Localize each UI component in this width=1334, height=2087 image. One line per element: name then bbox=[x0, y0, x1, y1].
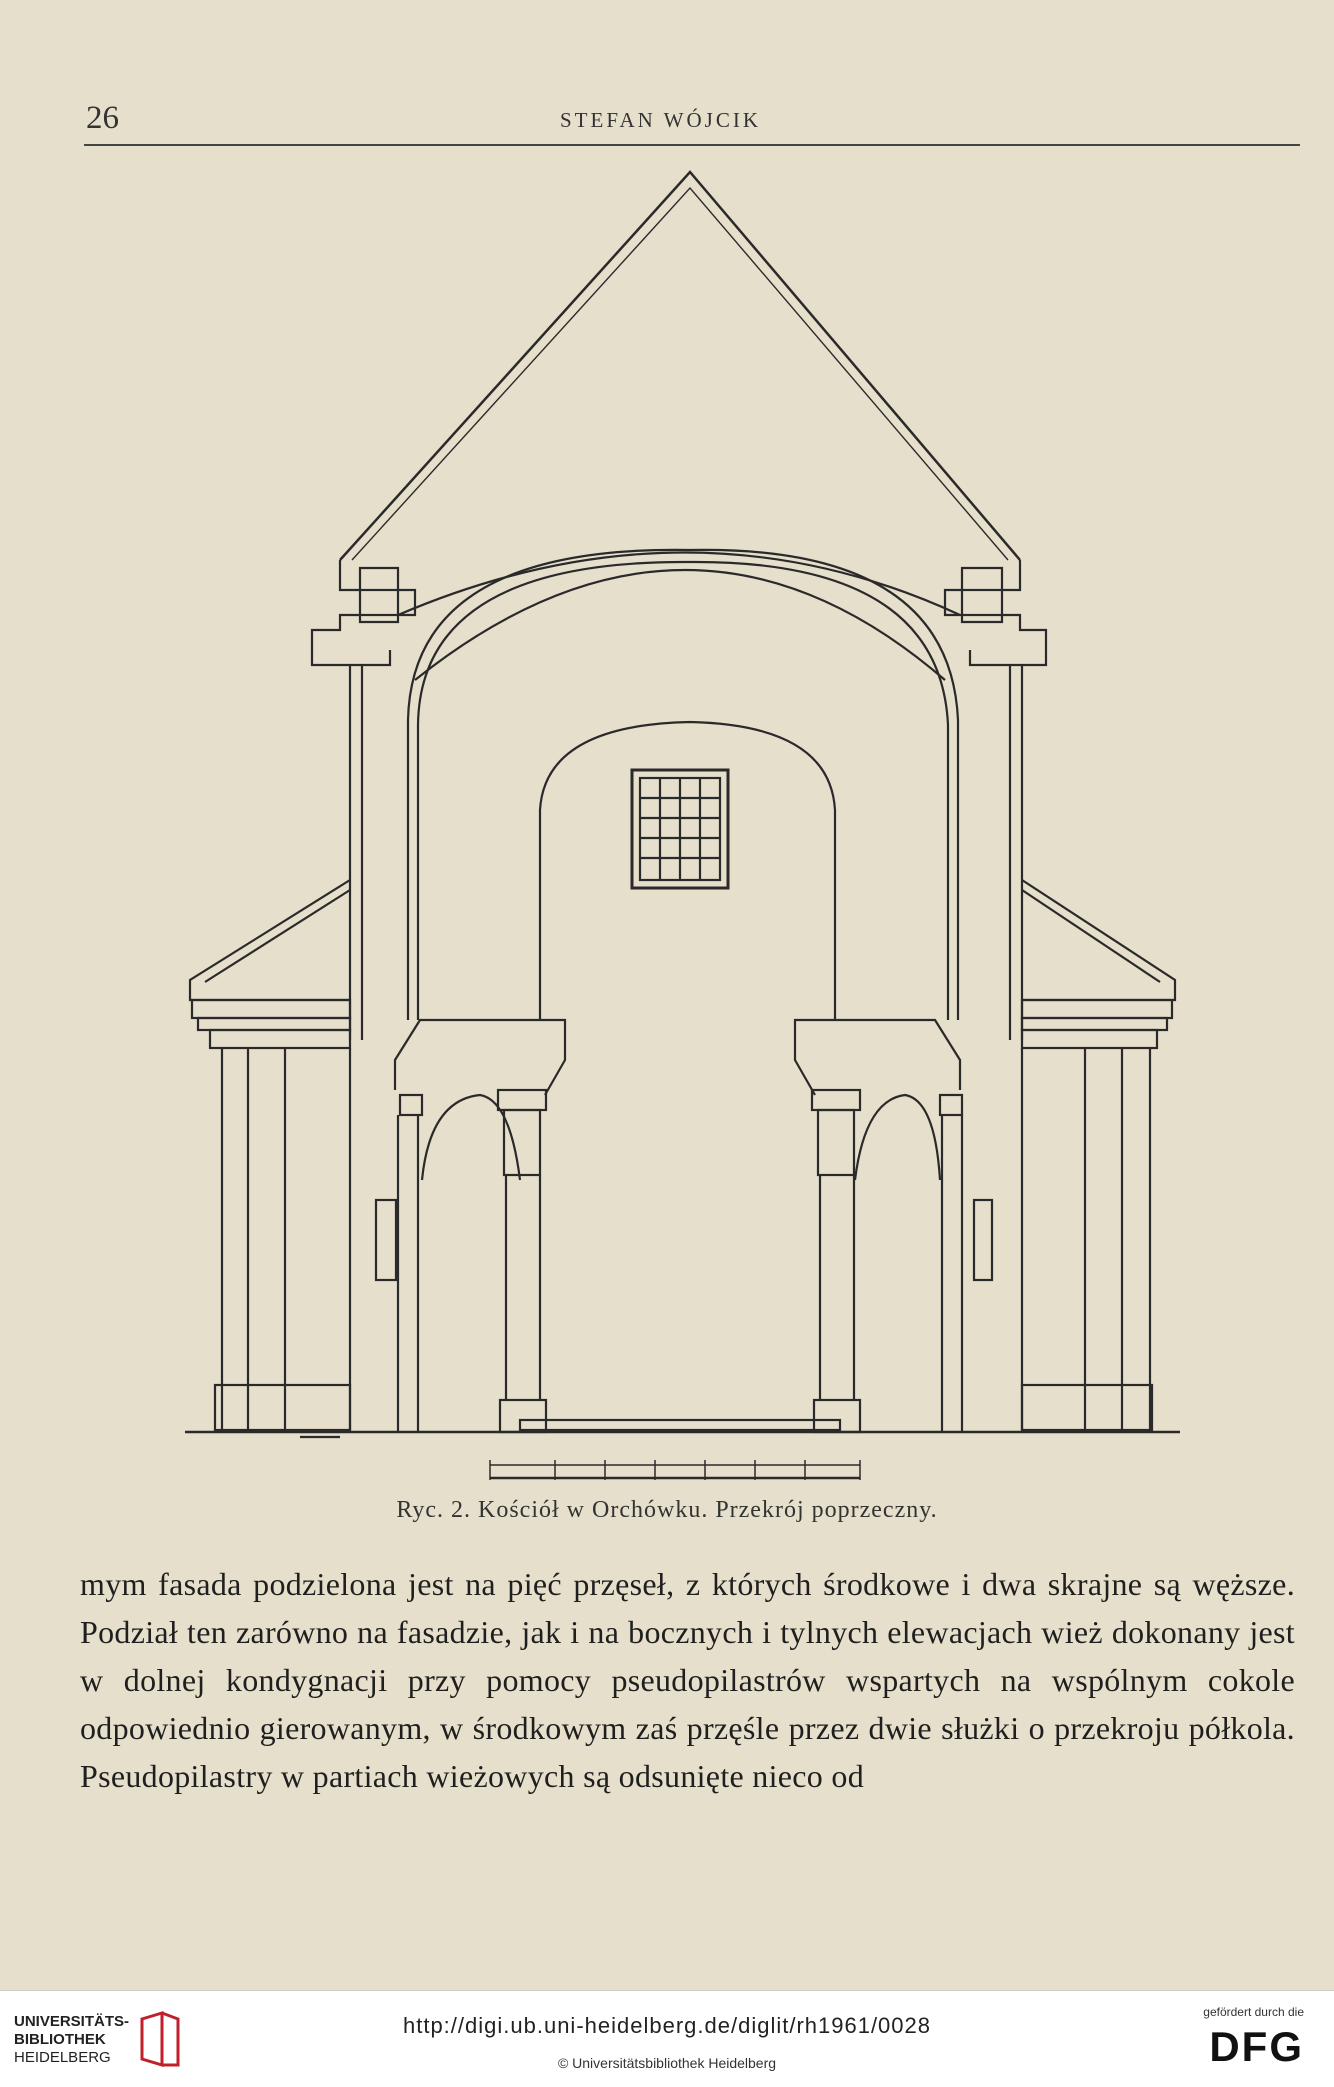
digitization-footer bbox=[0, 1990, 1334, 2087]
funding-note: gefördert durch die bbox=[1203, 2005, 1304, 2019]
library-name-line2: BIBLIOTHEK bbox=[14, 2031, 106, 2048]
figure-caption: Ryc. 2. Kościół w Orchówku. Przekrój poprzeczny. bbox=[396, 1497, 938, 1523]
library-name-line1: UNIVERSITÄTS- bbox=[14, 2013, 130, 2030]
gable-roof bbox=[340, 172, 1020, 560]
cross-section-drawing bbox=[0, 160, 1334, 1500]
dfg-logo[interactable]: DFG bbox=[1209, 2023, 1304, 2070]
inner-arch bbox=[540, 722, 835, 1020]
copyright-notice: © Universitätsbibliothek Heidelberg bbox=[557, 2055, 777, 2071]
permalink-url[interactable]: http://digi.ub.uni-heidelberg.de/diglit/rh1961/0028 bbox=[402, 2013, 932, 2038]
scale-bar bbox=[490, 1460, 860, 1480]
header-rule bbox=[84, 144, 1300, 146]
page-number: 26 bbox=[86, 100, 119, 136]
library-name-line3: HEIDELBERG bbox=[14, 2049, 111, 2066]
running-head: STEFAN WÓJCIK bbox=[560, 108, 761, 132]
body-paragraph: mym fasada podzielona jest na pięć przęseł, z których środkowe i dwa skrajne są węższe. Podział ten zarówno na fasadzie, jak i na bocznych i tylnych elewacjach wież dokonany jest w dolnej kondygnacji przy pomocy pseudopilastrów wspartych na wspólnym cokole odpowiednio gierowanym, w środkowym zaś przęśle przez dwie służki o przekroju półkola. Pseudopilastry w partiach wieżowych są odsunięte nieco od bbox=[80, 1566, 1295, 1794]
